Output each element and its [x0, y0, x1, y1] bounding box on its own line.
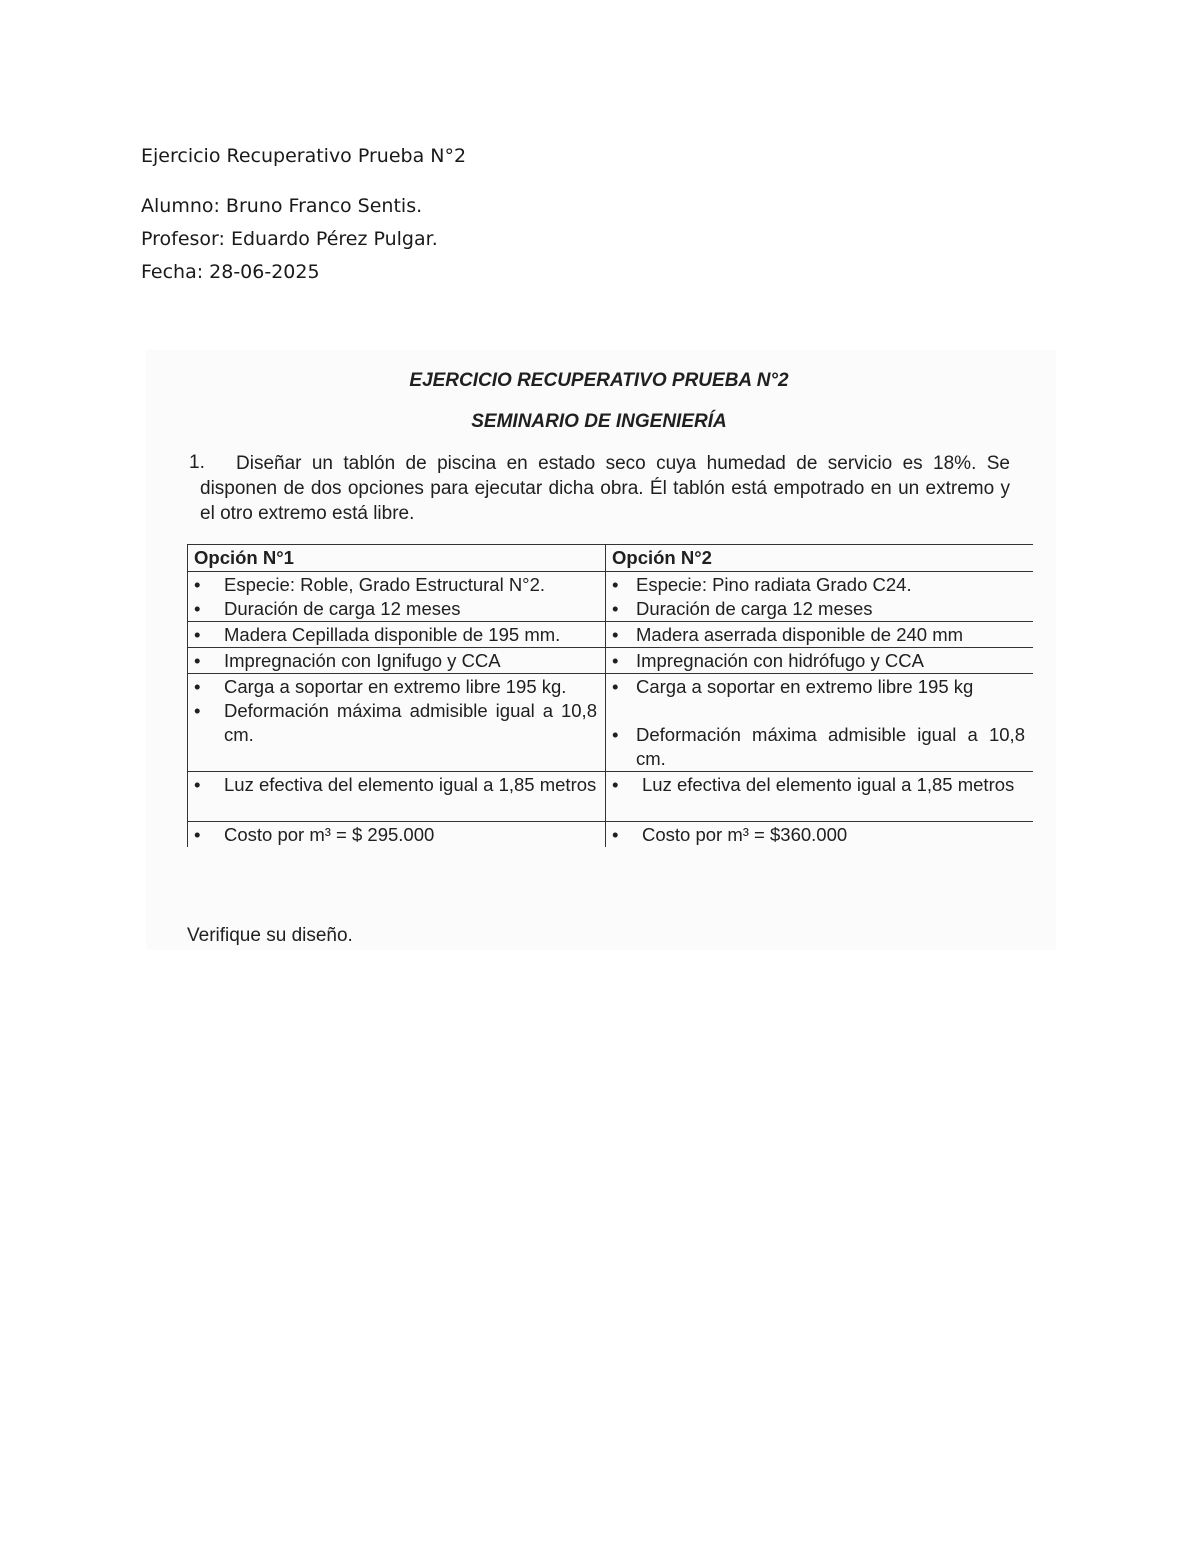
bullet: •	[612, 650, 619, 671]
bullet: •	[612, 624, 619, 645]
bullet: •	[612, 574, 619, 595]
professor-name: Profesor: Eduardo Pérez Pulgar.	[141, 228, 438, 250]
table-cell	[606, 822, 1034, 848]
item-text: Duración de carga 12 meses	[636, 598, 873, 619]
bullet: •	[194, 598, 201, 619]
list-item	[612, 649, 1025, 673]
list-item	[194, 649, 597, 673]
bullet: •	[612, 598, 619, 619]
question-number: 1.	[189, 452, 205, 473]
list-item	[612, 773, 1025, 797]
item-text: Deformación máxima admisible igual a 10,8 cm.	[636, 724, 1025, 769]
table-cell	[606, 772, 1034, 822]
date: Fecha: 28-06-2025	[141, 261, 320, 283]
bullet: •	[194, 574, 201, 595]
table-row	[188, 648, 1034, 674]
item-text: Costo por m³ = $ 295.000	[224, 824, 435, 845]
header-option-2: Opción N°2	[606, 545, 1034, 572]
table-row	[188, 572, 1034, 622]
bullet: •	[194, 650, 201, 671]
item-text: Luz efectiva del elemento igual a 1,85 metros	[642, 774, 1015, 795]
header-option-1: Opción N°1	[188, 545, 606, 572]
list-item	[612, 675, 1025, 699]
table-cell	[188, 572, 606, 622]
item-text: Impregnación con Ignifugo y CCA	[224, 650, 501, 671]
list-item	[612, 623, 1025, 647]
list-item	[194, 773, 597, 797]
item-text: Impregnación con hidrófugo y CCA	[636, 650, 924, 671]
bullet: •	[194, 700, 201, 721]
bullet: •	[194, 676, 201, 697]
item-text: Deformación máxima admisible igual a 10,8 cm.	[224, 700, 597, 745]
bullet: •	[612, 676, 619, 697]
table-cell	[606, 622, 1034, 648]
table-row	[188, 822, 1034, 848]
list-item	[612, 597, 1025, 621]
bullet: •	[612, 824, 619, 845]
list-item	[194, 623, 597, 647]
table-cell	[188, 822, 606, 848]
scanned-exercise-image	[146, 350, 1056, 950]
bullet: •	[612, 724, 619, 745]
table-row	[188, 772, 1034, 822]
item-text: Madera Cepillada disponible de 195 mm.	[224, 624, 561, 645]
verify-instruction: Verifique su diseño.	[187, 925, 353, 946]
student-name: Alumno: Bruno Franco Sentis.	[141, 195, 423, 217]
item-text: Duración de carga 12 meses	[224, 598, 461, 619]
item-text: Carga a soportar en extremo libre 195 kg.	[224, 676, 567, 697]
list-item	[194, 573, 597, 597]
item-text: Carga a soportar en extremo libre 195 kg	[636, 676, 974, 697]
table-cell	[606, 648, 1034, 674]
table-cell	[188, 648, 606, 674]
item-text: Costo por m³ = $360.000	[642, 824, 848, 845]
table-cell	[188, 622, 606, 648]
options-table	[187, 544, 1033, 847]
list-item	[612, 723, 1025, 771]
item-text: Madera aserrada disponible de 240 mm	[636, 624, 964, 645]
exercise-title: EJERCICIO RECUPERATIVO PRUEBA N°2	[409, 370, 789, 391]
list-item	[194, 675, 597, 699]
document-title: Ejercicio Recuperativo Prueba N°2	[141, 145, 467, 167]
exercise-subtitle: SEMINARIO DE INGENIERÍA	[471, 411, 727, 432]
table-cell	[606, 572, 1034, 622]
table-cell	[606, 674, 1034, 772]
list-item	[612, 823, 1025, 847]
item-text: Luz efectiva del elemento igual a 1,85 metros	[224, 774, 597, 795]
table-header-row	[188, 545, 1034, 572]
bullet: •	[194, 624, 201, 645]
list-item	[194, 597, 597, 621]
bullet: •	[612, 774, 619, 795]
list-item	[612, 573, 1025, 597]
table-row	[188, 674, 1034, 772]
list-item	[194, 699, 597, 747]
question-text: Diseñar un tablón de piscina en estado seco cuya humedad de servicio es 18%. Se disponen de dos opciones para ejecutar dicha obra. Él tablón está empotrado en un extremo y el otro extremo está libre.	[200, 453, 1010, 524]
table-cell	[188, 674, 606, 772]
list-item	[194, 823, 597, 847]
table-cell	[188, 772, 606, 822]
item-text: Especie: Pino radiata Grado C24.	[636, 574, 912, 595]
bullet: •	[194, 774, 201, 795]
item-text: Especie: Roble, Grado Estructural N°2.	[224, 574, 546, 595]
table-row	[188, 622, 1034, 648]
document-header	[141, 140, 466, 289]
bullet: •	[194, 824, 201, 845]
